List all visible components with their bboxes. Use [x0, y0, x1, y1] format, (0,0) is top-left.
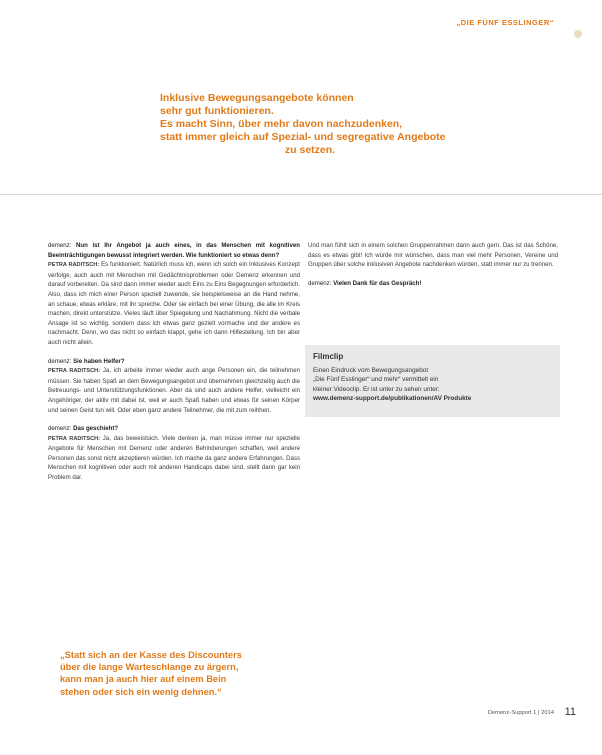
filmclip-title: Filmclip: [313, 352, 344, 361]
article-left-column: [48, 241, 300, 483]
divider: [0, 194, 602, 195]
filmclip-line: „Die Fünf Esslinger“ und mehr“ vermittelt ein: [313, 376, 439, 384]
filmclip-line: Einen Eindruck vom Bewegungsangebot: [313, 366, 429, 374]
speaker-name: PETRA RADITSCH:: [48, 262, 100, 269]
pull-quote-line: kann man ja auch hier auf einem Bein: [60, 674, 227, 685]
pull-quote-line: über die lange Warteschlange zu ärgern,: [60, 662, 239, 673]
pull-quote-bottom: [60, 649, 360, 698]
footer-label: Demenz-Support 1 | 2014: [487, 710, 554, 716]
section-kicker: „DIE FÜNF ESSLINGER“: [456, 18, 554, 27]
pull-quote-line: statt immer gleich auf Spezial- und segregative Angebote: [160, 131, 446, 143]
question-prefix: demenz:: [308, 279, 332, 287]
interview-answer: [48, 366, 300, 415]
speaker-name: PETRA RADITSCH:: [48, 368, 101, 375]
question-prefix: demenz:: [48, 242, 72, 249]
question-prefix: demenz:: [48, 357, 72, 365]
article-right-column: [308, 241, 558, 288]
answer-text: Ja, das beweistsich. Viele denken ja, man müsse immer nur spezielle Angebote für Menschen mit Demenz oder anderen Behinderungen schaffen, weil andere Personen das sonst nicht akzeptieren würden. Ich mache da ganz andere Erfahrungen. Dass Menschen mit kognitiven oder auch mit anderen Handicaps dabei sind, stellt dann gar kein Problem dar.: [48, 434, 300, 482]
interview-question: [48, 241, 300, 260]
filmclip-line: kleiner Videoclip. Er ist unter zu sehen unter:: [313, 385, 440, 393]
pull-quote-line: „Statt sich an der Kasse des Discounters: [60, 650, 242, 660]
pull-quote-line: stehen oder sich ein wenig dehnen.“: [60, 686, 222, 697]
pull-quote-top: [160, 92, 480, 157]
pull-quote-line: Es macht Sinn, über mehr davon nachzudenken,: [160, 118, 403, 130]
answer-text: Es funktioniert. Natürlich muss ich, wenn ich solch ein Inklusives Konzept verfolge, auch auch mit Menschen mit Gedächtnisproblemen oder Demenz erkennen und darauf vorbereiten. Da sind dann immer wieder auch Eins zu Eins Begegnungen erforderlich. Also, dass ich mich einer Person speziell zuwende, sie beispielsweise an die Hand nehme, an schaue, etwas erkläre, mit ihr spreche. Oder sie einfach bei einer Übung, die alle im Kreis machen, direkt unterstütze. Vieles läuft über Spiegelung und Nachahmung. Nicht die verbale Ansage ist so wichtig, sondern dass ich etwas ganz gezielt vormache und der andere es nachmacht. Denn, wo das nicht so einfach klappt, gehe ich dann Hilfestellung. Ich bin aber auch nicht allein.: [48, 261, 300, 346]
answer-text: Ja, ich arbeite immer wieder auch ange Personen ein, die teilnehmen müssen. Sie haben Spaß an dem Bewegungsangebot und übernehmen gleichzeitig auch die Betreuungs- und Unterstützungsfunktionen. Aber da sind auch andere Helfer, vielleicht ein Angehöriger, der aktiv mit dabei ist, weil er auch Spaß haben und etwas für seinen Körper und seinen Geist tun will. Oder eben ganz andere Teilnehmer, die mit zum reihhen.: [48, 367, 300, 414]
pull-quote-line: Inklusive Bewegungsangebote können: [160, 92, 354, 104]
interview-question: [308, 279, 558, 289]
interview-question: [48, 424, 300, 434]
page-number: 11: [564, 706, 576, 718]
question-text: Nun ist Ihr Angebot ja auch eines, in das Menschen mit kognitiven Beeinträchtigungen bewusst integriert werden. Wie funktioniert so etwas denn?: [48, 242, 300, 259]
interview-answer: [48, 434, 300, 483]
interview-answer: [48, 260, 300, 347]
question-text: Sie haben Helfer?: [73, 357, 125, 365]
question-prefix: demenz:: [48, 425, 72, 433]
pull-quote-line: zu setzen.: [284, 144, 336, 156]
filmclip-box: [305, 345, 560, 417]
interview-question: [48, 357, 300, 367]
question-text: Das geschieht?: [73, 425, 119, 433]
pull-quote-line: sehr gut funktionieren.: [160, 105, 274, 117]
decorative-dot: [574, 30, 582, 38]
answer-text: Und man fühlt sich in einem solchen Gruppenrahmen dann auch gern. Das ist das Schöne, dass es etwas gibt! Ich würde mir wünschen, dass man viel mehr Personen, Vereine und Gruppen über solche inklusiven Angebote nachdenken würden, statt immer nur zu trennen.: [308, 242, 558, 269]
filmclip-link[interactable]: www.demenz-support.de/publikationen/AV Produkte: [313, 395, 472, 403]
question-text: Vielen Dank für das Gespräch!: [333, 279, 422, 287]
speaker-name: PETRA RADITSCH:: [48, 435, 101, 442]
